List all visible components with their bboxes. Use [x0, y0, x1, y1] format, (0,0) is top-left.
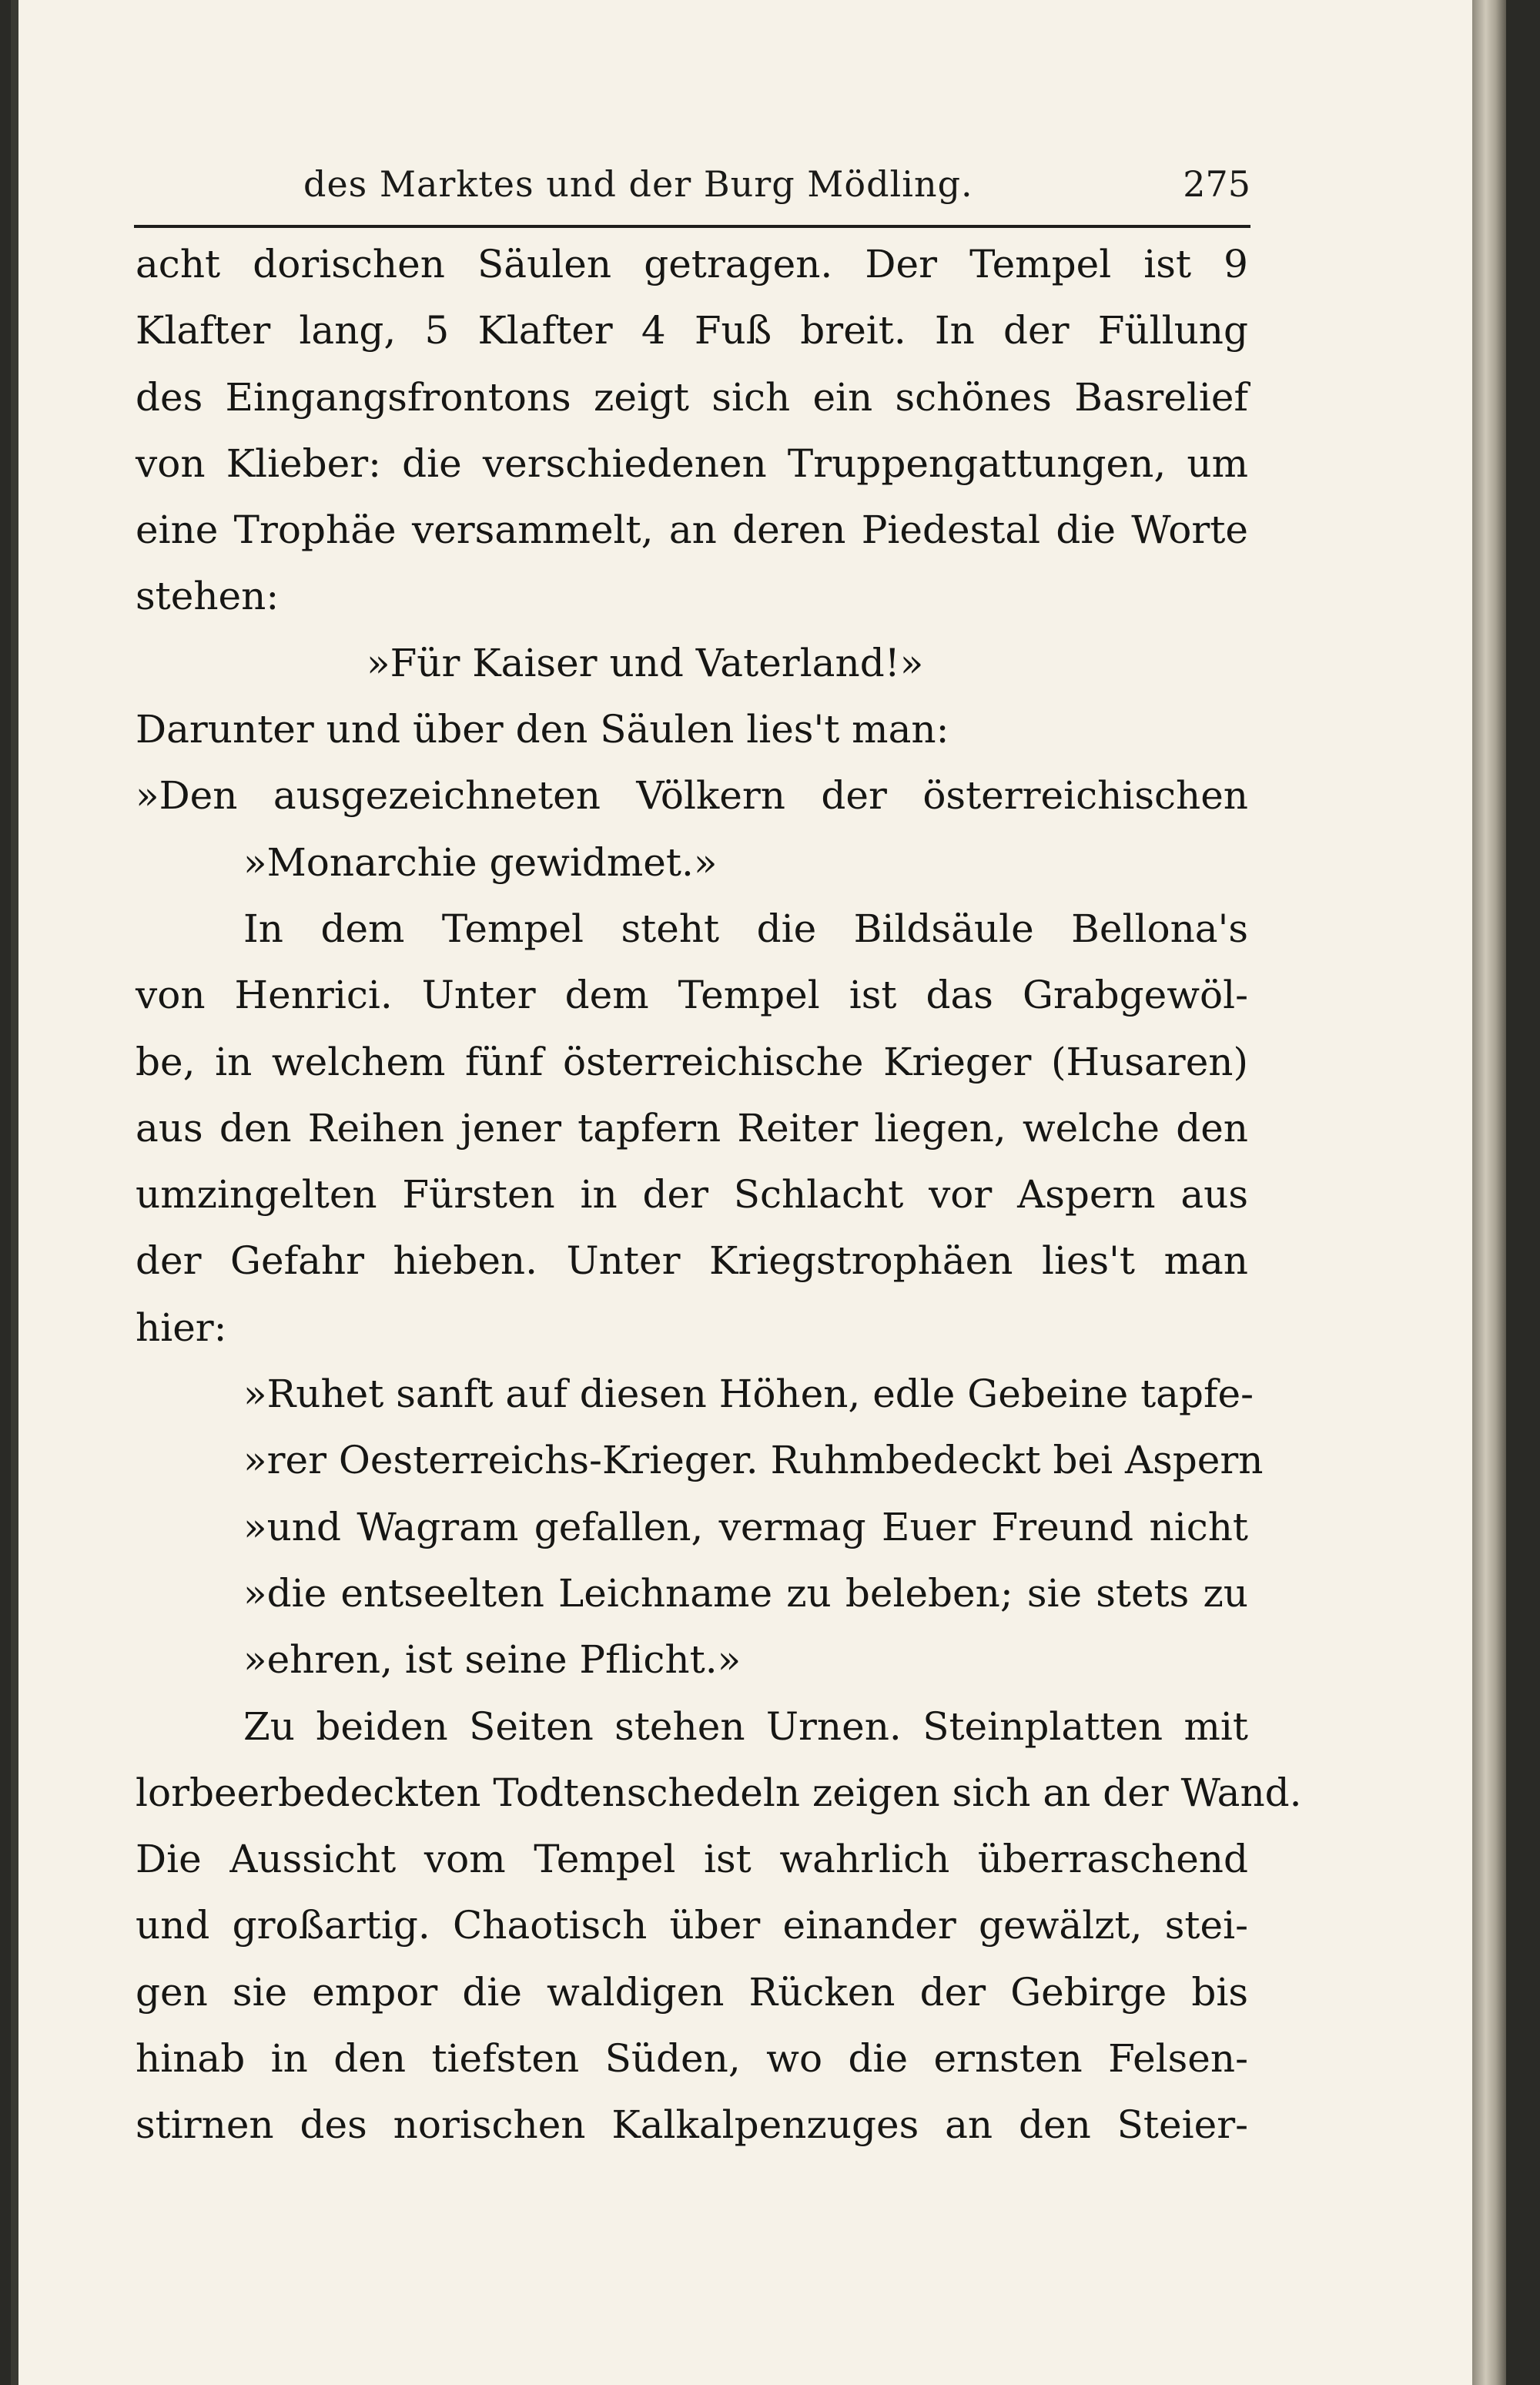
text-line: Klafter lang, 5 Klafter 4 Fuß breit. In der Füllung: [136, 308, 1248, 353]
inscription-line: »Monarchie gewidmet.»: [243, 839, 718, 885]
inscription-line: »ehren, ist seine Pflicht.»: [243, 1637, 742, 1683]
text-line: acht dorischen Säulen getragen. Der Tempel ist 9: [136, 242, 1248, 286]
page-number: 275: [1183, 163, 1250, 205]
text-line: umzingelten Fürsten in der Schlacht vor Aspern aus: [136, 1172, 1248, 1218]
text-line: eine Trophäe versammelt, an deren Piedestal die Worte: [136, 507, 1248, 553]
text-line: be, in welchem fünf österreichische Krieger (Husaren): [136, 1039, 1248, 1084]
motto-line: »Für Kaiser und Vaterland!»: [367, 640, 924, 685]
text-line: stirnen des norischen Kalkalpenzuges an den Steier-: [136, 2102, 1248, 2148]
text-line: von Henrici. Unter dem Tempel ist das Grabgewöl-: [136, 973, 1248, 1018]
text-line: hinab in den tiefsten Süden, wo die ernsten Felsen-: [136, 2036, 1248, 2082]
page-edge: [1472, 0, 1506, 2385]
text-line: aus den Reihen jener tapfern Reiter liegen, welche den: [136, 1105, 1248, 1151]
text-line: des Eingangsfrontons zeigt sich ein schönes Basrelief: [136, 374, 1248, 420]
inscription-line: »und Wagram gefallen, vermag Euer Freund nicht: [243, 1504, 1248, 1549]
inscription-line: »die entseelten Leichname zu beleben; sie stets zu: [243, 1570, 1248, 1616]
text-line: lorbeerbedeckten Todtenschedeln zeigen sich an der Wand.: [136, 1770, 1302, 1815]
text-line: Zu beiden Seiten stehen Urnen. Steinplatten mit: [243, 1703, 1248, 1749]
text-line: gen sie empor die waldigen Rücken der Gebirge bis: [136, 1969, 1248, 2015]
text-line: und großartig. Chaotisch über einander gewälzt, stei-: [136, 1903, 1248, 1948]
text-line: In dem Tempel steht die Bildsäule Bellona's: [243, 906, 1248, 951]
inscription-line: »Ruhet sanft auf diesen Höhen, edle Gebeine tapfe-: [243, 1372, 1254, 1417]
page-header: [134, 154, 1250, 220]
book-page: [11, 0, 1506, 2385]
text-line: hier:: [136, 1305, 227, 1350]
header-rule: [134, 225, 1250, 228]
text-line: von Klieber: die verschiedenen Truppengattungen, um: [136, 440, 1248, 486]
running-title: des Marktes und der Burg Mödling.: [303, 163, 973, 205]
text-line: stehen:: [136, 574, 280, 619]
body-text: [136, 231, 1302, 2159]
inscription-line: »Den ausgezeichneten Völkern der österreichischen: [136, 773, 1248, 819]
text-line: der Gefahr hieben. Unter Kriegstrophäen lies't man: [136, 1238, 1248, 1284]
inscription-line: »rer Oesterreichs-Krieger. Ruhmbedeckt bei Aspern: [243, 1438, 1264, 1483]
text-line: Darunter und über den Säulen lies't man:: [136, 707, 949, 752]
text-line: Die Aussicht vom Tempel ist wahrlich überraschend: [136, 1837, 1248, 1882]
